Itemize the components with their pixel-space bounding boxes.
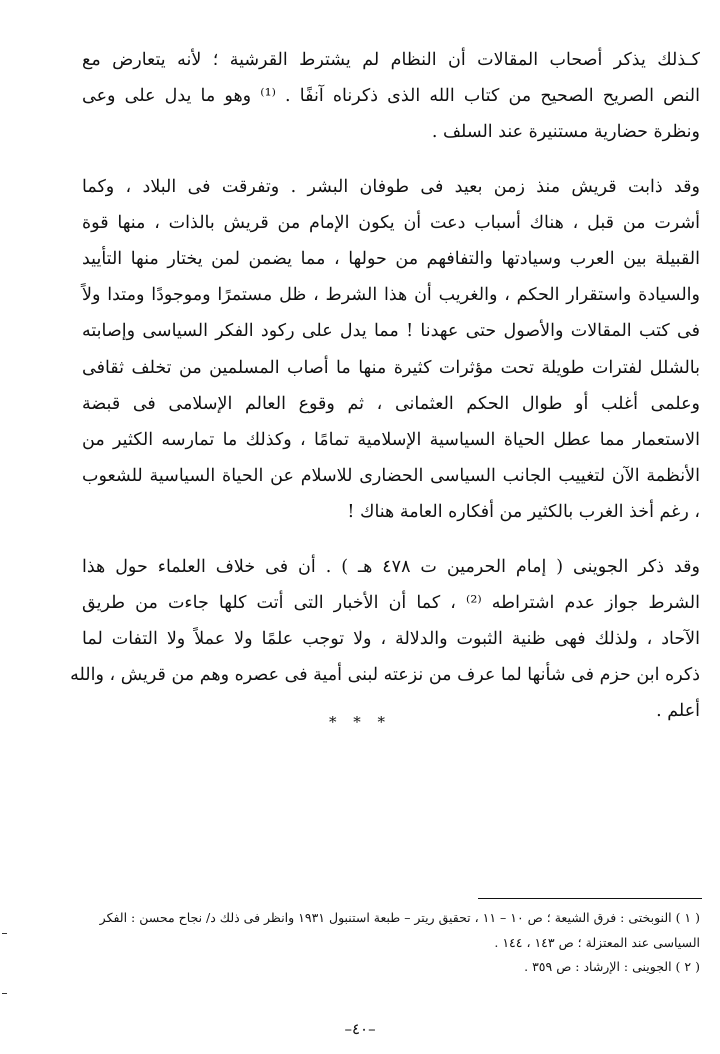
section-separator: * * * (328, 713, 392, 731)
text-line: وقد ذكر الجوينى ( إمام الحرمين ت ٤٧٨ هـ ) . أن فى خلاف العلماء حول هذا (82, 556, 700, 577)
footnote-line: ( ٢ ) الجوينى : الإرشاد : ص ٣٥٩ . (524, 959, 700, 974)
footnote-rule (478, 898, 702, 899)
text-line: النص الصريح الصحيح من كتاب الله الذى ذكرناه آنفًا . ⁽¹⁾ وهو ما يدل على وعى (82, 86, 700, 107)
text-line: كـذلك يذكر أصحاب المقالات أن النظام لم يشترط القرشية ؛ لأنه يتعارض مع (82, 50, 700, 70)
body-text (70, 42, 701, 730)
text-line: ونظرة حضارية مستنيرة عند السلف . (431, 122, 700, 143)
scan-mark (2, 993, 7, 994)
footnote-1 (82, 906, 700, 955)
text-line: الأنظمة الآن لتغييب الجانب السياسى الحضارى للاسلام عن الحياة السياسية للشعوب (82, 466, 700, 487)
text-line: الاستعمار مما عطل الحياة السياسية الإسلامية تمامًا ، وكذلك ما تمارسه الكثير من (82, 430, 700, 451)
text-line: ، رغم أخذ الغرب بالكثير من أفكاره العامة هناك ! (347, 502, 700, 523)
footnotes (82, 906, 700, 980)
text-line: القبيلة بين العرب وسيادتها والتفافهم من حولها ، مما يضمن لمن يختار منها التأييد (82, 249, 700, 270)
text-line: ذكره ابن حزم فى شأنها لما عرف من نزعته لبنى أمية فى عصره وهم من قريش ، والله (70, 665, 700, 686)
text-line: وعلمى أغلب أو طوال الحكم العثمانى ، ثم وقوع العالم الإسلامى فى قبضة (82, 393, 700, 414)
page-number: –٤٠– (344, 1020, 376, 1038)
text-line: والسيادة واستقرار الحكم ، والغريب أن هذا الشرط ، ظل مستمرًا وموجودًا ومتدا ولاً (82, 285, 700, 306)
paragraph-3 (70, 549, 701, 730)
paragraph-2 (82, 169, 700, 531)
text-line: بالشلل لفترات طويلة تحت مؤثرات كثيرة منها ما أصاب المسلمين من تخلف ثقافى (82, 357, 700, 378)
text-line: أعلم . (656, 701, 700, 722)
footnote-line: ( ١ ) النوبختى : فرق الشيعة ؛ ص ١٠ – ١١ ، تحقيق ريتر – طبعة استنبول ١٩٣١ وانظر فى ذلك د/ نجاح محسن : الفكر (99, 910, 700, 925)
text-line: أشرت من قبل ، هناك أسباب دعت أن يكون الإمام من قريش بالذات ، منها قوة (82, 212, 700, 233)
paragraph-1 (82, 42, 700, 151)
text-line: وقد ذابت قريش منذ زمن بعيد فى طوفان البشر . وتفرقت فى البلاد ، وكما (82, 176, 700, 197)
text-line: فى كتب المقالات والأصول حتى عهدنا ! مما يدل على ركود الفكر السياسى وإصابته (82, 321, 700, 342)
footnote-line: السياسى عند المعتزلة ؛ ص ١٤٣ ، ١٤٤ . (494, 934, 700, 950)
scan-mark (2, 933, 7, 934)
text-line: الآحاد ، ولذلك فهى ظنية الثبوت والدلالة ، ولا توجب علمًا ولا عملاً ولا التفات لما (82, 629, 700, 650)
text-line: الشرط جواز عدم اشتراطه ⁽²⁾ ، كما أن الأخبار التى أتت كلها جاءت من طريق (82, 592, 701, 613)
footnote-2 (82, 955, 700, 980)
